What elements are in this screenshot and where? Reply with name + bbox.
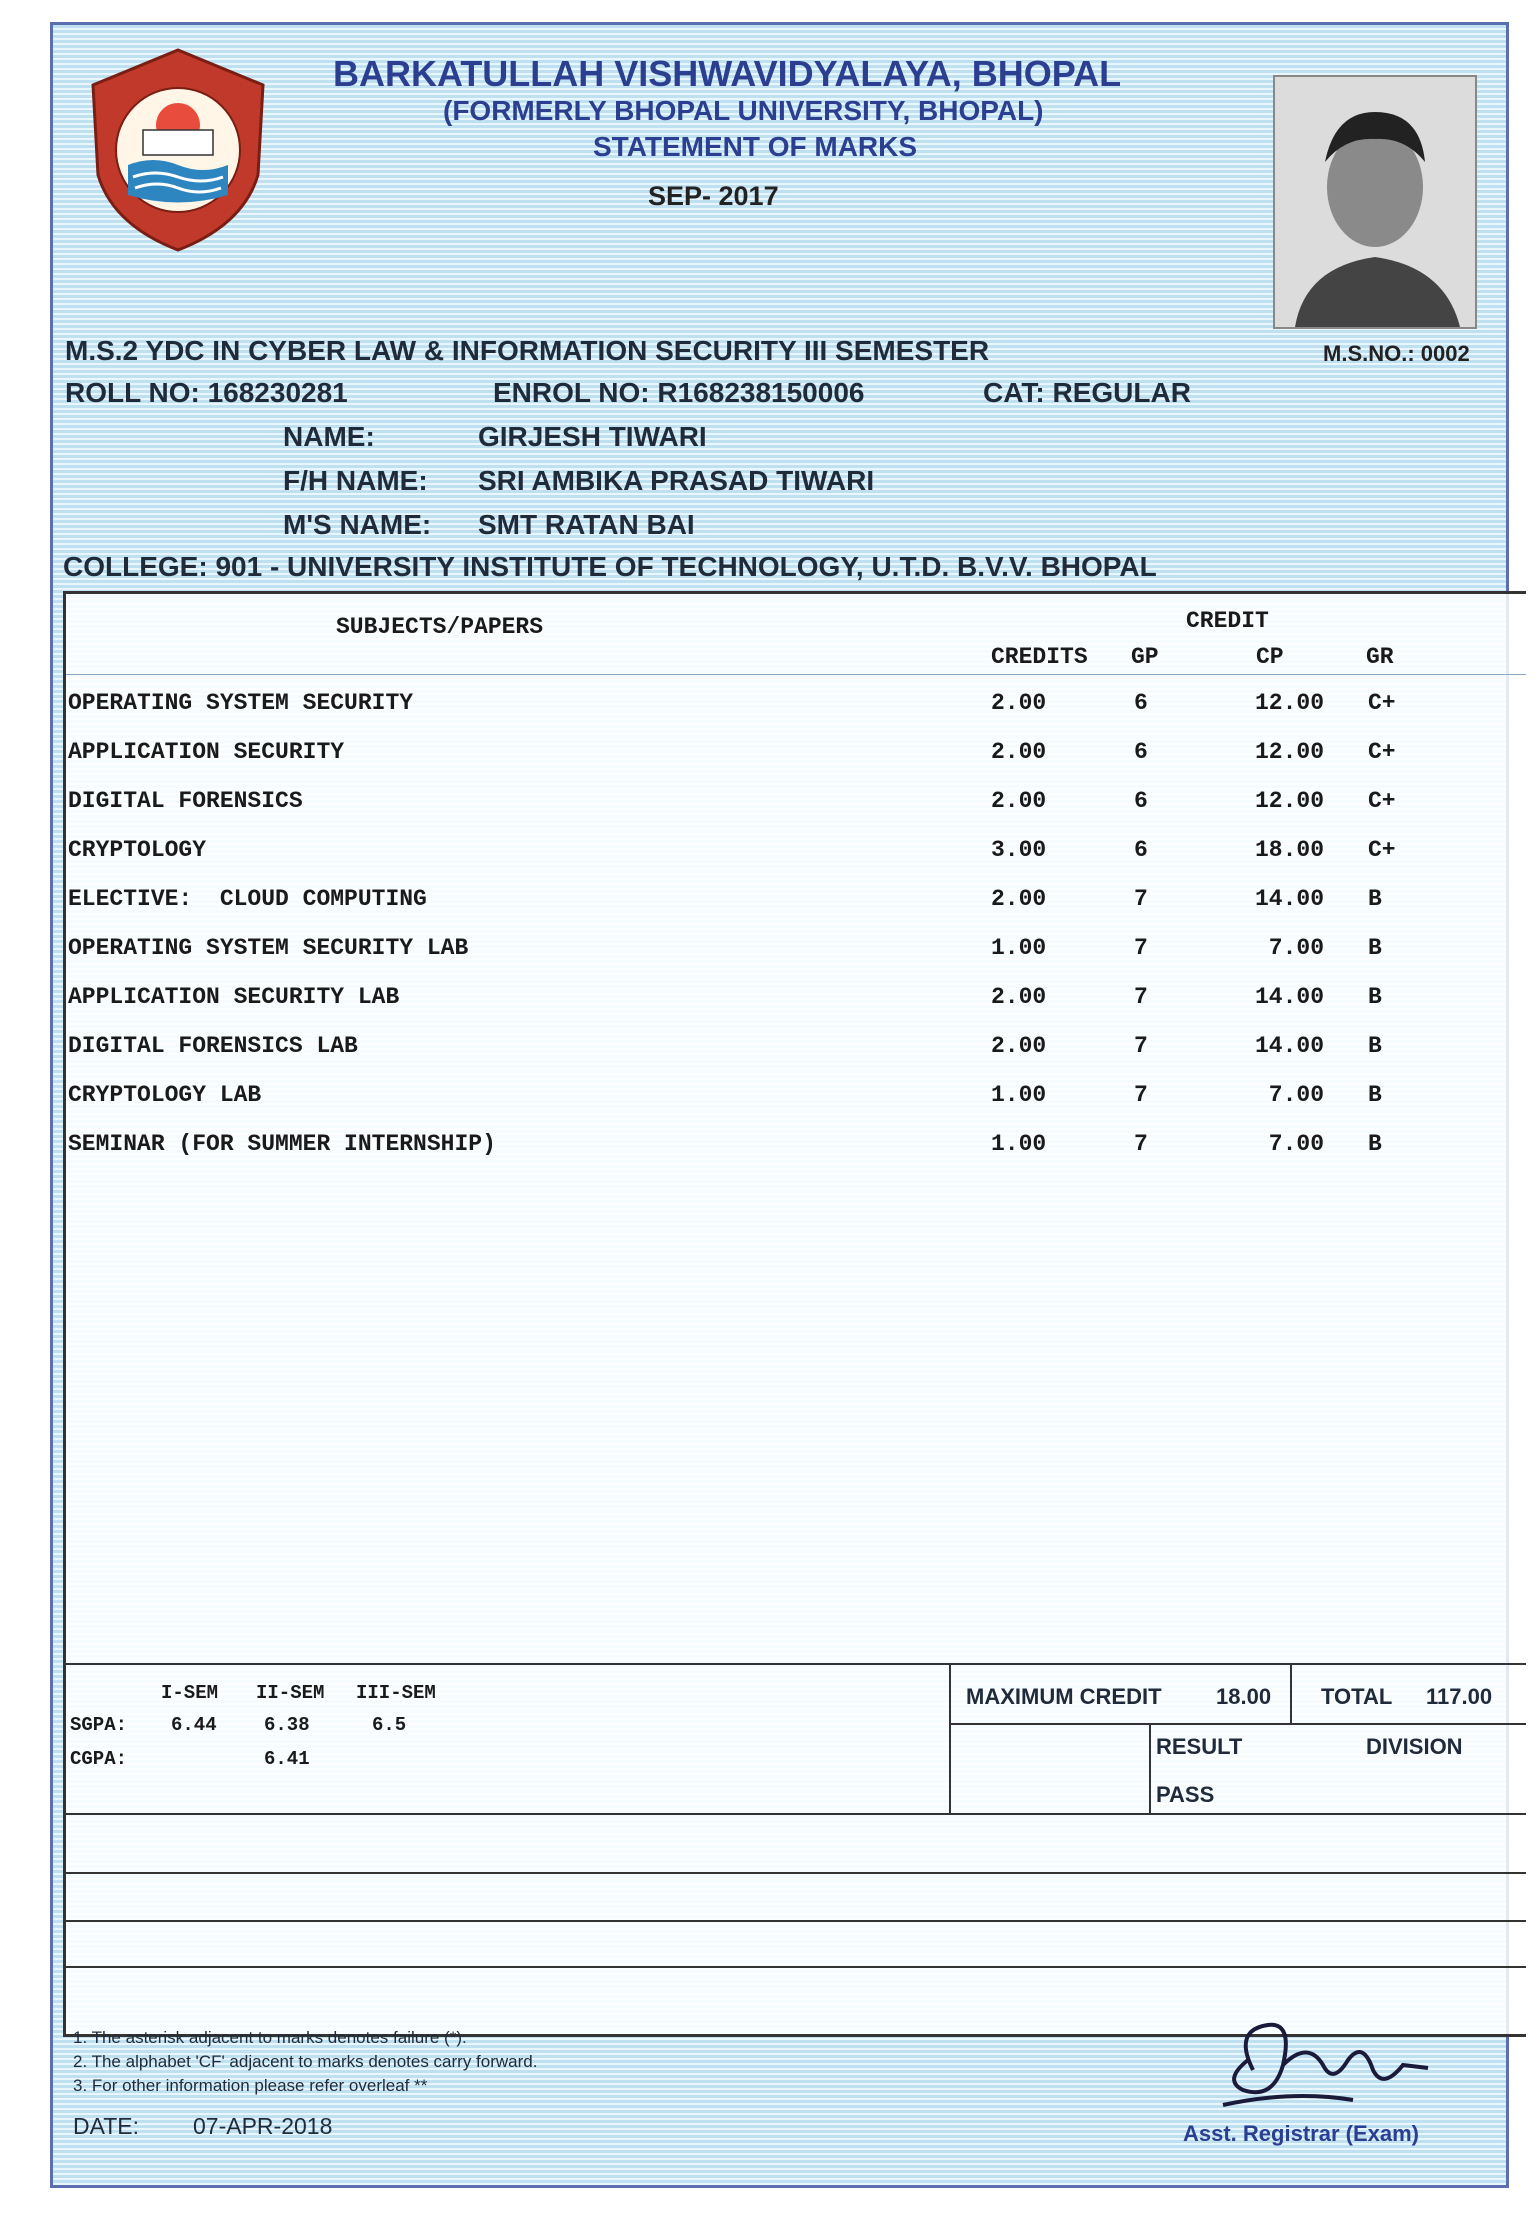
- former-name: (FORMERLY BHOPAL UNIVERSITY, BHOPAL): [443, 95, 1044, 126]
- subject-cell: CRYPTOLOGY LAB: [68, 1082, 262, 1108]
- division-label: DIVISION: [1366, 1734, 1463, 1759]
- grade-cell: C+: [1368, 690, 1396, 716]
- sem1-label: I-SEM: [161, 1682, 219, 1704]
- gp-cell: 7: [1134, 1082, 1148, 1108]
- subject-cell: ELECTIVE: CLOUD COMPUTING: [68, 886, 427, 912]
- subject-cell: OPERATING SYSTEM SECURITY: [68, 690, 414, 716]
- header-divider: [66, 674, 1526, 675]
- course-title: M.S.2 YDC IN CYBER LAW & INFORMATION SECURITY III SEMESTER: [65, 335, 990, 366]
- subject-cell: CRYPTOLOGY: [68, 837, 207, 863]
- sgpa-label: SGPA:: [70, 1714, 128, 1736]
- col-credit-group: CREDIT: [1186, 608, 1269, 634]
- sgpa-sem2: 6.38: [264, 1714, 310, 1736]
- cp-cell: 12.00: [1254, 788, 1324, 814]
- total-label: TOTAL: [1321, 1684, 1393, 1709]
- credits-cell: 1.00: [991, 1131, 1047, 1157]
- enrol-number: ENROL NO: R168238150006: [493, 377, 865, 408]
- table-row: [66, 935, 1526, 975]
- col-subjects: SUBJECTS/PAPERS: [336, 614, 544, 640]
- total-value: 117.00: [1426, 1684, 1493, 1709]
- grade-cell: B: [1368, 1131, 1382, 1157]
- sgpa-sem3: 6.5: [372, 1714, 407, 1736]
- issue-date: 07-APR-2018: [193, 2113, 333, 2139]
- table-row: [66, 739, 1526, 779]
- gp-cell: 6: [1134, 739, 1148, 765]
- roll-number: ROLL NO: 168230281: [65, 377, 348, 408]
- grade-cell: C+: [1368, 788, 1396, 814]
- table-row: [66, 788, 1526, 828]
- university-logo: [83, 45, 273, 255]
- blank-line-3: [66, 1920, 1526, 1922]
- student-photo: [1273, 75, 1477, 329]
- col-credits: CREDITS: [991, 644, 1088, 670]
- subject-cell: APPLICATION SECURITY: [68, 739, 345, 765]
- note-2: 2. The alphabet 'CF' adjacent to marks denotes carry forward.: [73, 2052, 538, 2071]
- credits-cell: 1.00: [991, 1082, 1047, 1108]
- blank-line-1: [66, 1813, 1526, 1815]
- marks-table: [63, 591, 1526, 2037]
- grade-cell: C+: [1368, 739, 1396, 765]
- note-1: 1. The asterisk adjacent to marks denotes failure (*).: [73, 2028, 467, 2047]
- cp-cell: 14.00: [1254, 984, 1324, 1010]
- result-value: PASS: [1156, 1782, 1215, 1807]
- credits-cell: 2.00: [991, 1033, 1047, 1059]
- grade-cell: B: [1368, 984, 1382, 1010]
- grade-cell: C+: [1368, 837, 1396, 863]
- credits-cell: 1.00: [991, 935, 1047, 961]
- grade-cell: B: [1368, 886, 1382, 912]
- cp-cell: 12.00: [1254, 739, 1324, 765]
- father-name-label: F/H NAME:: [283, 465, 428, 496]
- gp-cell: 6: [1134, 837, 1148, 863]
- cgpa-value: 6.41: [264, 1748, 310, 1770]
- table-row: [66, 1082, 1526, 1122]
- grade-cell: B: [1368, 935, 1382, 961]
- cp-cell: 7.00: [1268, 935, 1324, 961]
- cp-cell: 12.00: [1254, 690, 1324, 716]
- cp-cell: 7.00: [1268, 1131, 1324, 1157]
- ms-number: M.S.NO.: 0002: [1323, 341, 1470, 366]
- blank-line-4: [66, 1966, 1526, 1968]
- father-name: SRI AMBIKA PRASAD TIWARI: [478, 465, 875, 496]
- cp-cell: 14.00: [1254, 886, 1324, 912]
- university-name: BARKATULLAH VISHWAVIDYALAYA, BHOPAL: [333, 53, 1122, 94]
- credits-cell: 3.00: [991, 837, 1047, 863]
- credits-cell: 2.00: [991, 739, 1047, 765]
- summary-divider-2: [1290, 1663, 1292, 1723]
- college-name: COLLEGE: 901 - UNIVERSITY INSTITUTE OF TECHNOLOGY, U.T.D. B.V.V. BHOPAL: [63, 551, 1157, 582]
- student-name: GIRJESH TIWARI: [478, 421, 707, 452]
- sgpa-sem1: 6.44: [171, 1714, 217, 1736]
- max-credit-label: MAXIMUM CREDIT: [966, 1684, 1162, 1709]
- summary-divider-1: [949, 1663, 951, 1813]
- max-credit-value: 18.00: [1216, 1684, 1272, 1709]
- mother-name: SMT RATAN BAI: [478, 509, 695, 540]
- subject-cell: OPERATING SYSTEM SECURITY LAB: [68, 935, 469, 961]
- credits-cell: 2.00: [991, 788, 1047, 814]
- note-3: 3. For other information please refer overleaf **: [73, 2076, 428, 2095]
- table-row: [66, 886, 1526, 926]
- gp-cell: 6: [1134, 788, 1148, 814]
- summary-divider-3: [1149, 1723, 1151, 1813]
- cp-cell: 7.00: [1268, 1082, 1324, 1108]
- gp-cell: 7: [1134, 1033, 1148, 1059]
- credits-cell: 2.00: [991, 690, 1047, 716]
- credits-cell: 2.00: [991, 984, 1047, 1010]
- gp-cell: 7: [1134, 935, 1148, 961]
- cp-cell: 18.00: [1254, 837, 1324, 863]
- subject-cell: SEMINAR (FOR SUMMER INTERNSHIP): [68, 1131, 496, 1157]
- gp-cell: 6: [1134, 690, 1148, 716]
- table-row: [66, 837, 1526, 877]
- gp-cell: 7: [1134, 1131, 1148, 1157]
- exam-session: SEP- 2017: [648, 181, 779, 211]
- mother-name-label: M'S NAME:: [283, 509, 432, 540]
- summary-mid-line: [949, 1723, 1526, 1725]
- signatory-title: Asst. Registrar (Exam): [1183, 2121, 1419, 2146]
- col-cp: CP: [1256, 644, 1284, 670]
- subject-cell: DIGITAL FORENSICS LAB: [68, 1033, 358, 1059]
- name-label: NAME:: [283, 421, 375, 452]
- table-row: [66, 984, 1526, 1024]
- grade-cell: B: [1368, 1033, 1382, 1059]
- table-row: [66, 1131, 1526, 1171]
- document-title: STATEMENT OF MARKS: [593, 131, 918, 162]
- subject-cell: APPLICATION SECURITY LAB: [68, 984, 400, 1010]
- credits-cell: 2.00: [991, 886, 1047, 912]
- cp-cell: 14.00: [1254, 1033, 1324, 1059]
- result-label: RESULT: [1156, 1734, 1243, 1759]
- summary-top-line: [66, 1663, 1526, 1665]
- gp-cell: 7: [1134, 984, 1148, 1010]
- registrar-signature: [1213, 2010, 1443, 2120]
- category: CAT: REGULAR: [983, 377, 1191, 408]
- sem2-label: II-SEM: [256, 1682, 325, 1704]
- col-gp: GP: [1131, 644, 1159, 670]
- gp-cell: 7: [1134, 886, 1148, 912]
- cgpa-label: CGPA:: [70, 1748, 128, 1770]
- grade-cell: B: [1368, 1082, 1382, 1108]
- blank-line-2: [66, 1872, 1526, 1874]
- subject-cell: DIGITAL FORENSICS: [68, 788, 303, 814]
- marksheet: [50, 22, 1509, 2188]
- col-gr: GR: [1366, 644, 1394, 670]
- table-row: [66, 690, 1526, 730]
- table-row: [66, 1033, 1526, 1073]
- sem3-label: III-SEM: [356, 1682, 436, 1704]
- date-label: DATE:: [73, 2113, 140, 2139]
